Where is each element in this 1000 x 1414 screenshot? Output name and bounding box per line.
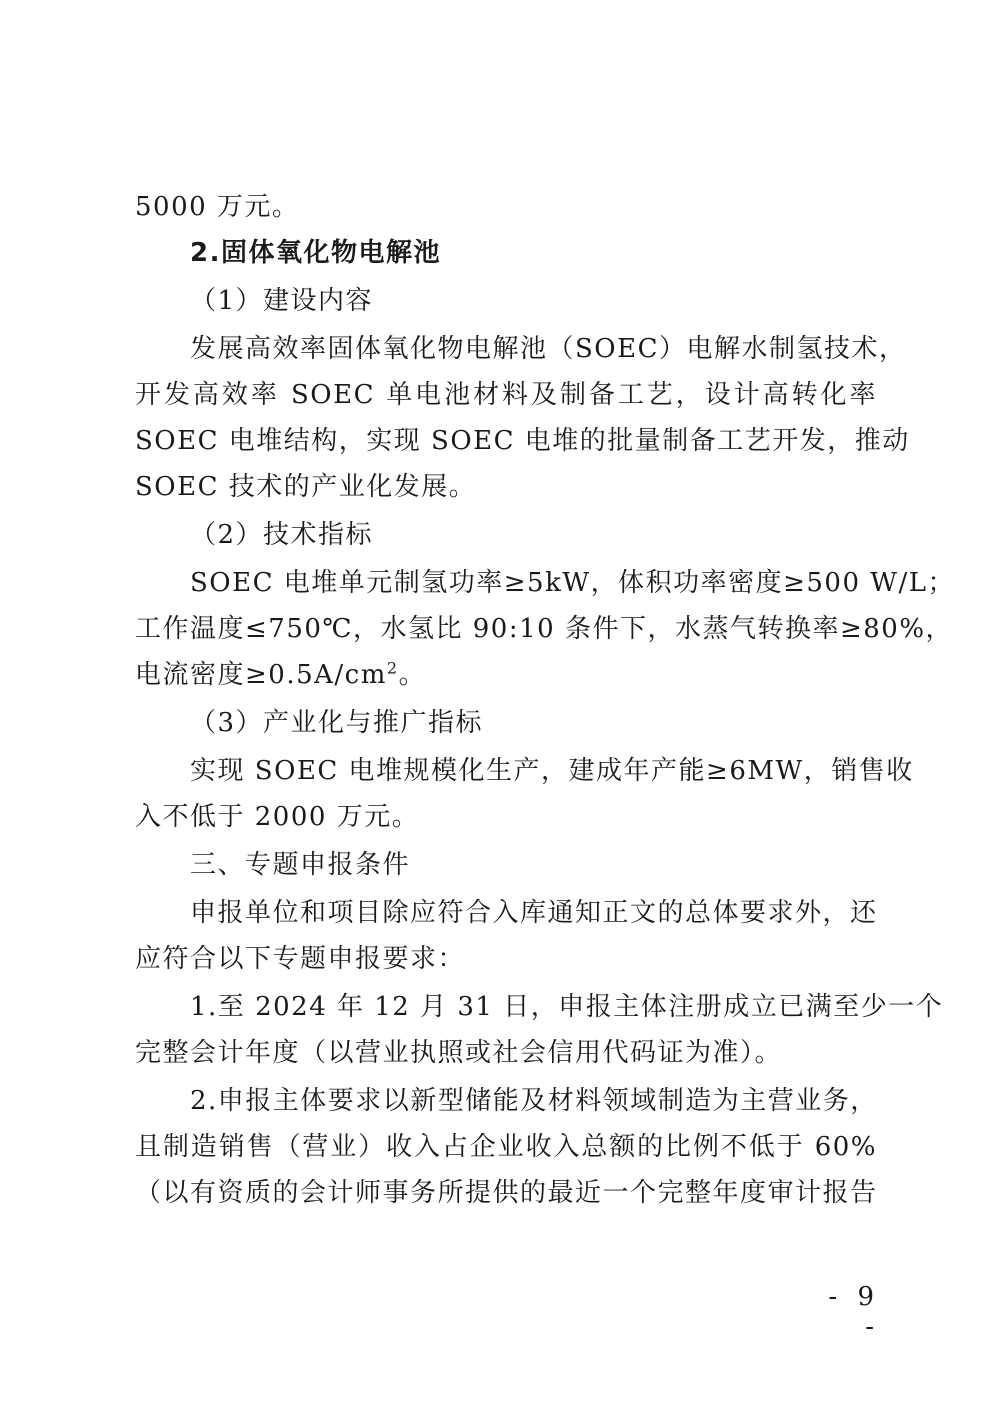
paragraph-line: 且制造销售（营业）收入占企业收入总额的比例不低于 60% [135,1132,877,1162]
section-heading: 2.固体氧化物电解池 [190,238,441,268]
paragraph-line [135,658,877,692]
current-density-text: 电流密度≥0.5A/cm [135,660,387,690]
paragraph-line: 发展高效率固体氧化物电解池（SOEC）电解水制氢技术， [190,334,907,364]
period: 。 [398,660,427,690]
paragraph-line: 开发高效率 SOEC 单电池材料及制备工艺，设计高转化率 [135,380,877,410]
paragraph-line: 完整会计年度（以营业执照或社会信用代码证为准）。 [135,1038,783,1068]
subsection-heading: （3）产业化与推广指标 [190,708,484,738]
paragraph-line: 工作温度≤750℃，水氢比 90:10 条件下，水蒸气转换率≥80%， [135,614,954,644]
subsection-heading: （1）建设内容 [190,286,374,316]
page-number: - 9 - [828,1282,880,1342]
superscript: 2 [386,658,399,678]
paragraph-line: 2.申报主体要求以新型储能及材料领域制造为主营业务， [190,1086,878,1116]
paragraph-line: SOEC 电堆结构，实现 SOEC 电堆的批量制备工艺开发，推动 [135,426,910,456]
paragraph-line: SOEC 电堆单元制氢功率≥5kW，体积功率密度≥500 W/L； [190,568,955,598]
paragraph-line: 入不低于 2000 万元。 [135,802,420,832]
paragraph-line: SOEC 技术的产业化发展。 [135,472,477,502]
subsection-heading: （2）技术指标 [190,520,374,550]
paragraph-line: 1.至 2024 年 12 月 31 日，申报主体注册成立已满至少一个 [190,992,944,1022]
section-heading: 三、专题申报条件 [190,850,411,880]
text-line: 5000 万元。 [135,192,300,222]
paragraph-line: 实现 SOEC 电堆规模化生产，建成年产能≥6MW，销售收 [190,756,914,786]
paragraph-line: 应符合以下专题申报要求： [135,944,466,974]
paragraph-line: 申报单位和项目除应符合入库通知正文的总体要求外，还 [190,898,878,928]
paragraph-line: （以有资质的会计师事务所提供的最近一个完整年度审计报告 [135,1178,878,1208]
